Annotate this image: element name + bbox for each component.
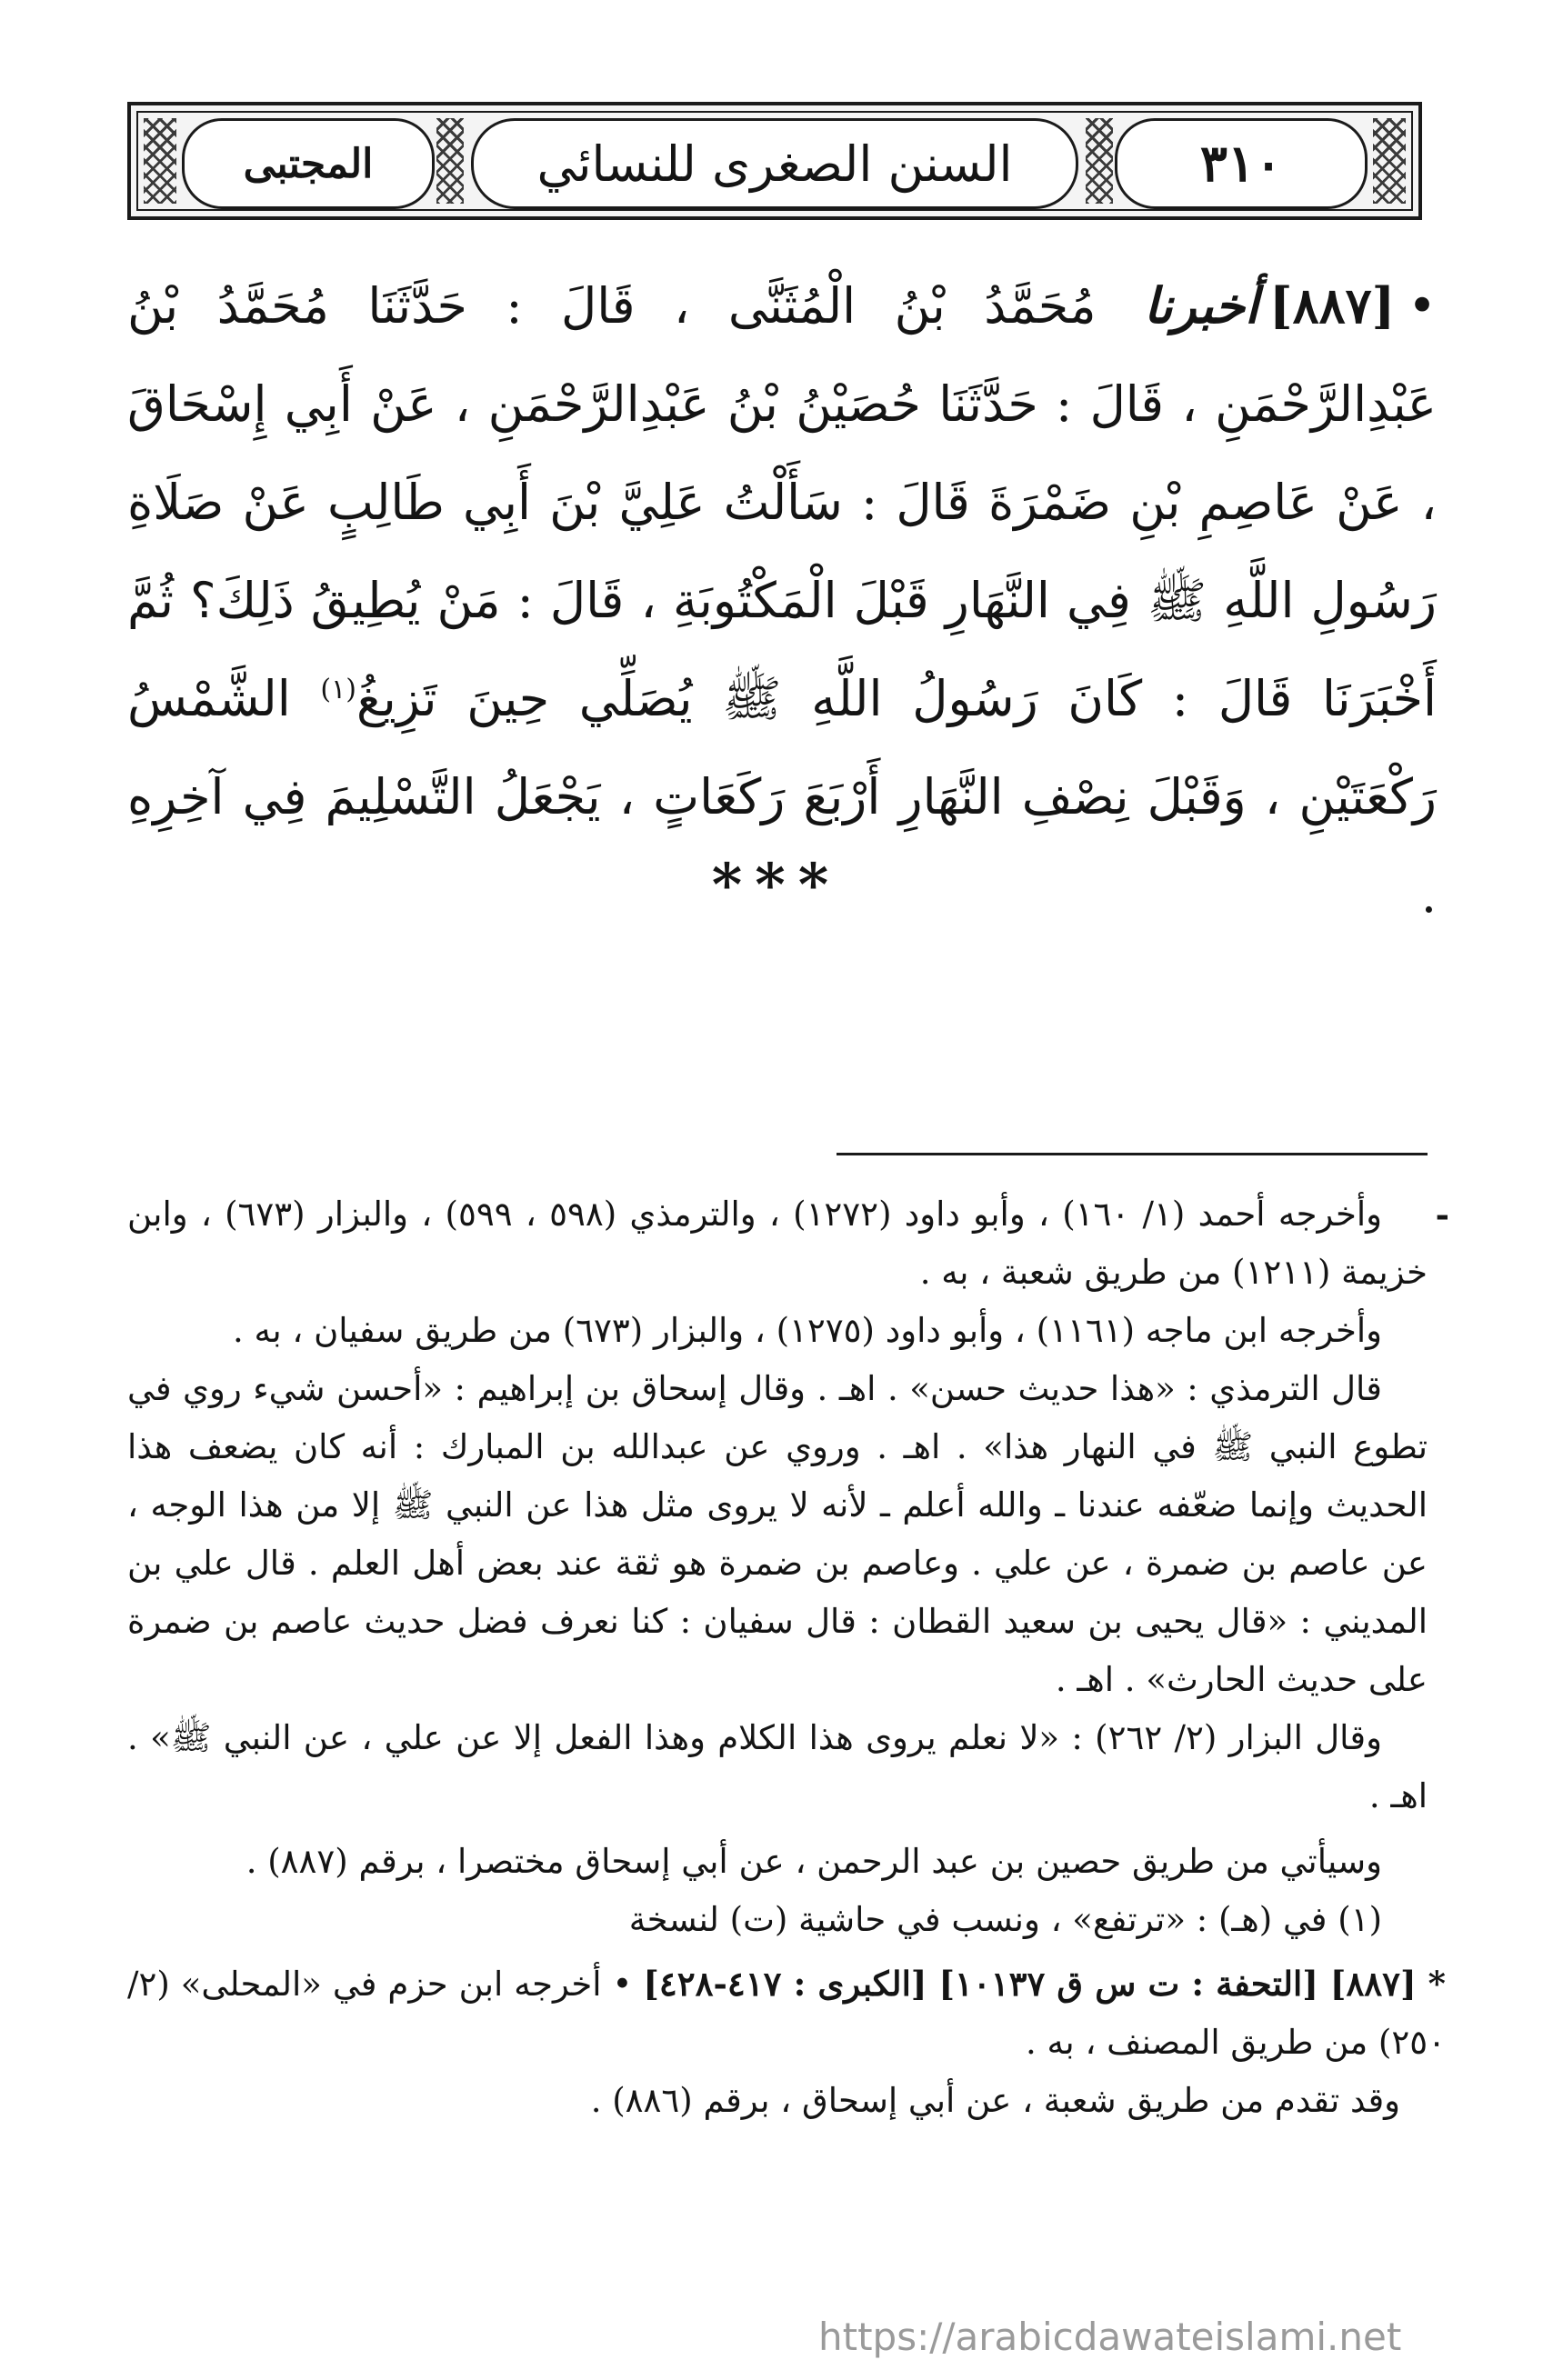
hadith-text [127, 256, 1437, 945]
reference-lead: * [٨٨٧] [التحفة : ت س ق ١٠١٣٧] [الكبرى : ٤١٧-٤٢٨] [643, 1964, 1447, 2004]
footnote-marker: (١) [320, 674, 356, 705]
hadith-body-2: الشَّمْسُ رَكْعَتَيْنِ ، وَقَبْلَ نِصْفِ النَّهَارِ أَرْبَعَ رَكَعَاتٍ ، يَجْعَلُ التَّسْلِيمَ فِي آخِرِهِ . [127, 670, 1437, 924]
book-name: المجتبى [182, 118, 435, 209]
footnote-paragraph: وقال البزار (٢/ ٢٦٢) : «لا نعلم يروى هذا الكلام وهذا الفعل إلا عن علي ، عن النبي ﷺ» . اهـ . [127, 1718, 1428, 1815]
footnote-paragraph: وسيأتي من طريق حصين بن عبد الرحمن ، عن أبي إسحاق مختصرا ، برقم (٨٨٧) . [245, 1842, 1382, 1881]
ornament-center-right [1086, 118, 1113, 204]
reference-notes [127, 1955, 1446, 2130]
hadith-paragraph [127, 256, 1437, 945]
footnote-paragraph: وأخرجه ابن ماجه (١١٦١) ، وأبو داود (١٢٧٥) ، والبزار (٦٧٣) من طريق سفيان ، به . [232, 1311, 1382, 1350]
hadith-body-1: مُحَمَّدُ بْنُ الْمُثَنَّى ، قَالَ : حَدَّثَنَا مُحَمَّدُ بْنُ عَبْدِالرَّحْمَنِ ، قَالَ : حَدَّثَنَا حُصَيْنُ بْنُ عَبْدِالرَّحْمَنِ ، عَنْ أَبِي إِسْحَاقَ ، عَنْ عَاصِمِ بْنِ ضَمْرَةَ قَالَ : سَأَلْتُ عَلِيَّ بْنَ أَبِي طَالِبٍ عَنْ صَلَاةِ رَسُولِ اللَّهِ ﷺ فِي النَّهَارِ قَبْلَ الْمَكْتُوبَةِ ، قَالَ : مَنْ يُطِيقُ ذَلِكَ؟ ثُمَّ أَخْبَرَنَا قَالَ : كَانَ رَسُولُ اللَّهِ ﷺ يُصَلِّي حِينَ تَزِيغُ [127, 277, 1437, 727]
bullet-icon: • [1408, 277, 1437, 335]
page-number: ٣١٠ [1115, 118, 1368, 209]
watermark-url: https://arabicdawateislami.net [818, 2315, 1402, 2359]
footnote-paragraph: قال الترمذي : «هذا حديث حسن» . اهـ . وقال إسحاق بن إبراهيم : «أحسن شيء روي في تطوع النبي ﷺ في النهار هذا» . اهـ . وروي عن عبدالله بن المبارك : أنه كان يضعف هذا الحديث وإنما ضعّفه عندنا ـ والله أعلم ـ لأنه لا يروى مثل هذا عن النبي ﷺ إلا من هذا الوجه ، عن عاصم بن ضمرة ، عن علي . وعاصم بن ضمرة هو ثقة عند بعض أهل العلم . قال علي بن المديني : «قال يحيى بن سعيد القطان : قال سفيان : كنا نعرف فضل حديث عاصم بن ضمرة على حديث الحارث» . اهـ . [127, 1369, 1428, 1699]
page-title: السنن الصغرى للنسائي [471, 118, 1078, 209]
footnotes [127, 1185, 1449, 1949]
footnote-divider [837, 1153, 1428, 1155]
ornament-center-left [436, 118, 464, 204]
reference-line: وقد تقدم من طريق شعبة ، عن أبي إسحاق ، برقم (٨٨٦) . [590, 2081, 1400, 2120]
footnote-variant: (١) في (هـ) : «ترتفع» ، ونسب في حاشية (ت) لنسخة [628, 1900, 1382, 1939]
hadith-number: [٨٨٧] [1269, 276, 1396, 335]
footnote-dash: - [1435, 1195, 1449, 1235]
hadith-opening: أخبرنا [1144, 276, 1258, 335]
separator-stars: *** [711, 851, 842, 919]
page-header [127, 102, 1422, 220]
ornament-left [144, 118, 176, 204]
reference-line [127, 1955, 1446, 2072]
reference-text: • أخرجه ابن حزم في «المحلى» (٢/ ٢٥٠) من طريق المصنف ، به . [127, 1965, 1446, 2062]
footnote-paragraph: وأخرجه أحمد (١/ ١٦٠) ، وأبو داود (١٢٧٢) ، والترمذي (٥٩٨ ، ٥٩٩) ، والبزار (٦٧٣) ، وابن خزيمة (١٢١١) من طريق شعبة ، به . [127, 1195, 1428, 1292]
ornament-right [1373, 118, 1406, 204]
